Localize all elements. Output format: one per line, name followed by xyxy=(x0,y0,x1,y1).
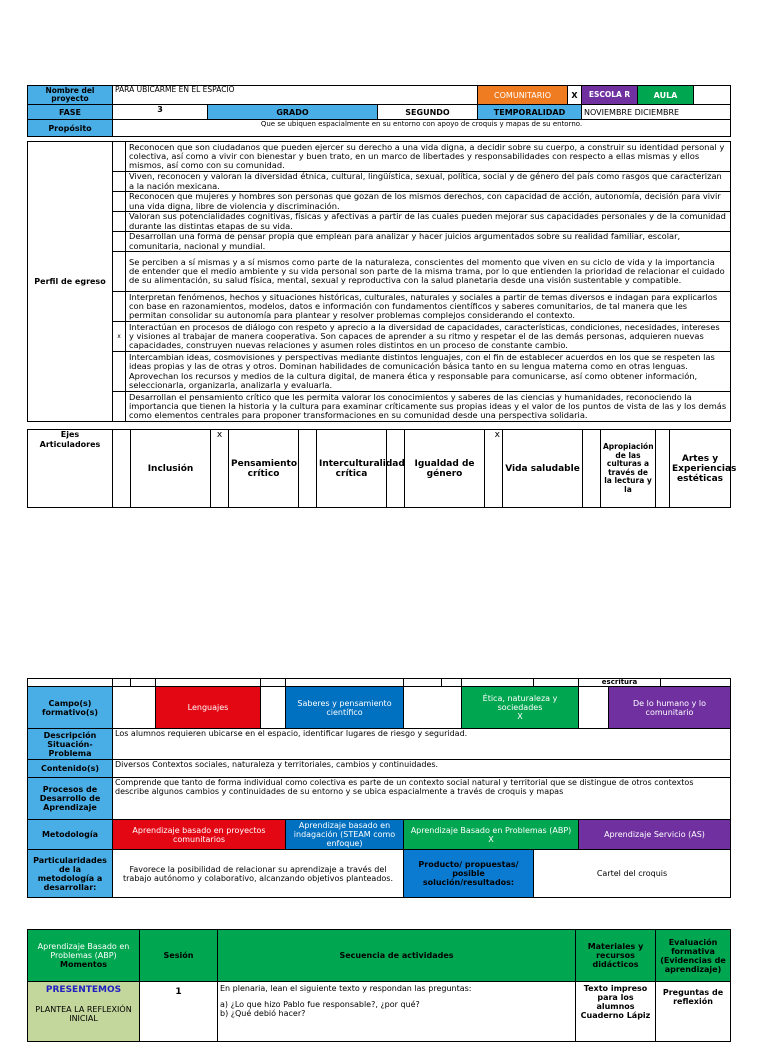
campo-lenguajes: Lenguajes xyxy=(156,687,261,729)
fase-label: FASE xyxy=(28,105,113,120)
nombre-label: Nombre del proyecto xyxy=(28,86,113,105)
perfil-item: Interpretan fenómenos, hechos y situaciones históricas, culturales, naturales y sociales a partir de temas diversos e indagan para explicarlos con base en razonamientos, modelos, datos e información con fundamentos científicos y saberes comunitarios, de tal manera que les permitan consolidar su autonomía para plantear y resolver problemas complejos considerando el contexto. xyxy=(126,292,731,322)
eje-igualdad: Igualdad de género xyxy=(405,430,485,508)
perfil-item: Reconocen que mujeres y hombres son personas que gozan de los mismos derechos, con capacidad de acción, autonomía, decisión para vivir una vida digna, libre de violencia y discriminación. xyxy=(126,192,731,212)
ejes-label: Ejes Articuladores xyxy=(28,430,113,508)
perfil-item: Viven, reconocen y valoran la diversidad étnica, cultural, lingüística, sexual, política, social y de género del país como rasgos que caracterizan a la nación mexicana. xyxy=(126,172,731,192)
producto-value: Cartel del croquis xyxy=(534,850,731,898)
project-header-table xyxy=(27,85,731,137)
evaluacion-header: Evaluación formativa (Evidencias de aprendizaje) xyxy=(656,930,731,982)
eje-mark: x xyxy=(211,430,229,508)
sesion-number: 1 xyxy=(140,982,218,1042)
perfil-item: Desarrollan el pensamiento crítico que les permita valorar los conocimientos y saberes de las ciencias y humanidades, reconociendo la importancia que tienen la historia y la cultura para examinar críticamente sus propias ideas y el valor de los puntos de vista de las y los demás como elementos centrales para proponer transformaciones en su comunidad desde una perspectiva solidaria. xyxy=(126,392,731,422)
aula-label: AULA xyxy=(638,86,694,105)
temporalidad-label: TEMPORALIDAD xyxy=(478,105,582,120)
contenido-label: Contenido(s) xyxy=(28,760,113,778)
pda-value: Comprende que tanto de forma individual como colectiva es parte de un contexto social natural y territorial que se distingue de otros contextos describe algunos cambios y continuidades de su entorno y se ubica espacialmente a través de croquis y mapas xyxy=(113,778,731,820)
pregunta-b: b) ¿Qué debió hacer? xyxy=(220,1009,306,1018)
actividad-cell xyxy=(218,982,576,1042)
ejes-table xyxy=(27,429,737,508)
pregunta-a: a) ¿Lo que hizo Pablo fue responsable?, ¿por qué? xyxy=(220,1000,420,1009)
eje-interculturalidad: Interculturalidad crítica xyxy=(317,430,387,508)
grado-label: GRADO xyxy=(208,105,378,120)
perfil-item: Interactúan en procesos de diálogo con respeto y aprecio a la diversidad de capacidades, características, condiciones, necesidades, intereses y visiones al trabajar de manera cooperativa. Son capaces de aprender a su ritmo y respetar el de las demás personas, adquieren nuevas capacidades, construyen nuevas relaciones y asumen roles distintos en un proceso de constante cambio. xyxy=(126,322,731,352)
metodologia-label: Metodología xyxy=(28,820,113,850)
descripcion-label: Descripción Situación-Problema xyxy=(28,729,113,760)
evaluacion-value: Preguntas de reflexión xyxy=(656,982,731,1042)
eje-pensamiento: Pensamiento crítico xyxy=(229,430,299,508)
campo-humano: De lo humano y lo comunitario xyxy=(609,687,731,729)
momentos-header-bottom: Momentos xyxy=(60,960,107,969)
secuencia-header: Secuencia de actividades xyxy=(218,930,576,982)
comunitario-mark: X xyxy=(568,86,582,105)
momento-cell xyxy=(28,982,140,1042)
campo-etica-mark: X xyxy=(517,712,523,721)
materiales-value: Texto impreso para los alumnos Cuaderno Lápiz xyxy=(576,982,656,1042)
temporalidad-value: NOVIEMBRE DICIEMBRE xyxy=(582,105,731,120)
comunitario-label: COMUNITARIO xyxy=(478,86,568,105)
campos-label: Campo(s) formativo(s) xyxy=(28,687,113,729)
contenido-value: Diversos Contextos sociales, naturaleza y territoriales, cambios y continuidades. xyxy=(113,760,731,778)
fase-value: 3 xyxy=(113,105,208,120)
momento-subtitle: PLANTEA LA REFLEXIÓN INICIAL xyxy=(35,1005,132,1023)
momento-title: PRESENTEMOS xyxy=(45,985,122,995)
campo-saberes: Saberes y pensamiento científico xyxy=(286,687,404,729)
producto-label: Producto/ propuestas/ posible solución/resultados: xyxy=(404,850,534,898)
escolar-label: ESCOLA R xyxy=(582,86,638,105)
eje-inclusion: Inclusión xyxy=(131,430,211,508)
metodologia-proyectos: Aprendizaje basado en proyectos comunitarios xyxy=(113,820,286,850)
metodologia-servicio: Aprendizaje Servicio (AS) xyxy=(579,820,731,850)
perfil-egreso-table xyxy=(27,141,731,422)
eje-continuation: escritura xyxy=(579,679,661,687)
particularidad-label: Particularidades de la metodología a desarrollar: xyxy=(28,850,113,898)
metodologia-steam: Aprendizaje basado en indagación (STEAM como enfoque) xyxy=(286,820,404,850)
secuencia-table xyxy=(27,929,731,1042)
actividad-intro: En plenaria, lean el siguiente texto y respondan las preguntas: xyxy=(220,984,472,993)
metodologia-abp-label: Aprendizaje Basado en Problemas (ABP) xyxy=(410,825,572,835)
proposito-value: Que se ubiquen espacialmente en su entorno con apoyo de croquis y mapas de su entorno. xyxy=(113,120,731,137)
perfil-item: Intercambian ideas, cosmovisiones y perspectivas mediante distintos lenguajes, con el fin de establecer acuerdos en los que se respeten las ideas propias y las de otras y otros. Dominan habilidades de comunicación básica tanto en su lengua materna como en otras lenguas. Aprovechan los recursos y medios de la cultura digital, de manera ética y responsable para comunicarse, así como obtener información, seleccionarla, organizarla, analizarla y evaluarla. xyxy=(126,352,731,392)
perfil-item: Se perciben a sí mismas y a sí mismos como parte de la naturaleza, conscientes del momento que viven en su ciclo de vida y la importancia de entender que el medio ambiente y su vida personal son parte de la misma trama, por lo que entienden la prioridad de relacionar el cuidado de su alimentación, su salud física, mental, sexual y reproductiva con la salud planetaria desde una visión sustentable y compatible. xyxy=(126,252,731,292)
descripcion-value: Los alumnos requieren ubicarse en el espacio, identificar lugares de riesgo y seguridad. xyxy=(113,729,731,760)
campo-etica xyxy=(462,687,579,729)
eje-artes: Artes y Experiencias estéticas xyxy=(670,430,731,508)
perfil-item: Desarrollan una forma de pensar propia que emplean para analizar y hacer juicios argumentados sobre su realidad familiar, escolar, comunitaria, nacional y mundial. xyxy=(126,232,731,252)
proposito-label: Propósito xyxy=(28,120,113,137)
sesion-header: Sesión xyxy=(140,930,218,982)
campos-table xyxy=(27,678,731,898)
eje-vida-saludable: Vida saludable xyxy=(503,430,583,508)
perfil-label: Perfil de egreso xyxy=(28,142,113,422)
perfil-item: Reconocen que son ciudadanos que pueden ejercer su derecho a una vida digna, a decidir sobre su cuerpo, a construir su identidad personal y colectiva, así como a vivir con bienestar y buen trato, en un marco de libertades y responsabilidades con respecto a ellas mismas y ellos mismos, así como con su comunidad. xyxy=(126,142,731,172)
perfil-item: Valoran sus potencialidades cognitivas, físicas y afectivas a partir de las cuales pueden mejorar sus capacidades personales y de la comunidad durante las distintas etapas de su vida. xyxy=(126,212,731,232)
pda-label: Procesos de Desarrollo de Aprendizaje xyxy=(28,778,113,820)
metodologia-abp-mark: X xyxy=(488,834,494,844)
eje-mark: x xyxy=(485,430,503,508)
particularidad-value: Favorece la posibilidad de relacionar su aprendizaje a través del trabajo autónomo y colaborativo, alcanzando objetivos planteados. xyxy=(113,850,404,898)
metodologia-abp xyxy=(404,820,579,850)
campo-etica-label: Ética, naturaleza y sociedades xyxy=(482,694,558,712)
momentos-header-top: Aprendizaje Basado en Problemas (ABP) xyxy=(37,942,130,960)
momentos-header xyxy=(28,930,140,982)
grado-value: SEGUNDO xyxy=(378,105,478,120)
eje-apropiacion: Apropiación de las culturas a través de la lectura y la xyxy=(601,430,656,508)
materiales-header: Materiales y recursos didácticos xyxy=(576,930,656,982)
perfil-mark: x xyxy=(113,322,126,352)
nombre-value: PARA UBICARME EN EL ESPACIO xyxy=(113,86,478,105)
